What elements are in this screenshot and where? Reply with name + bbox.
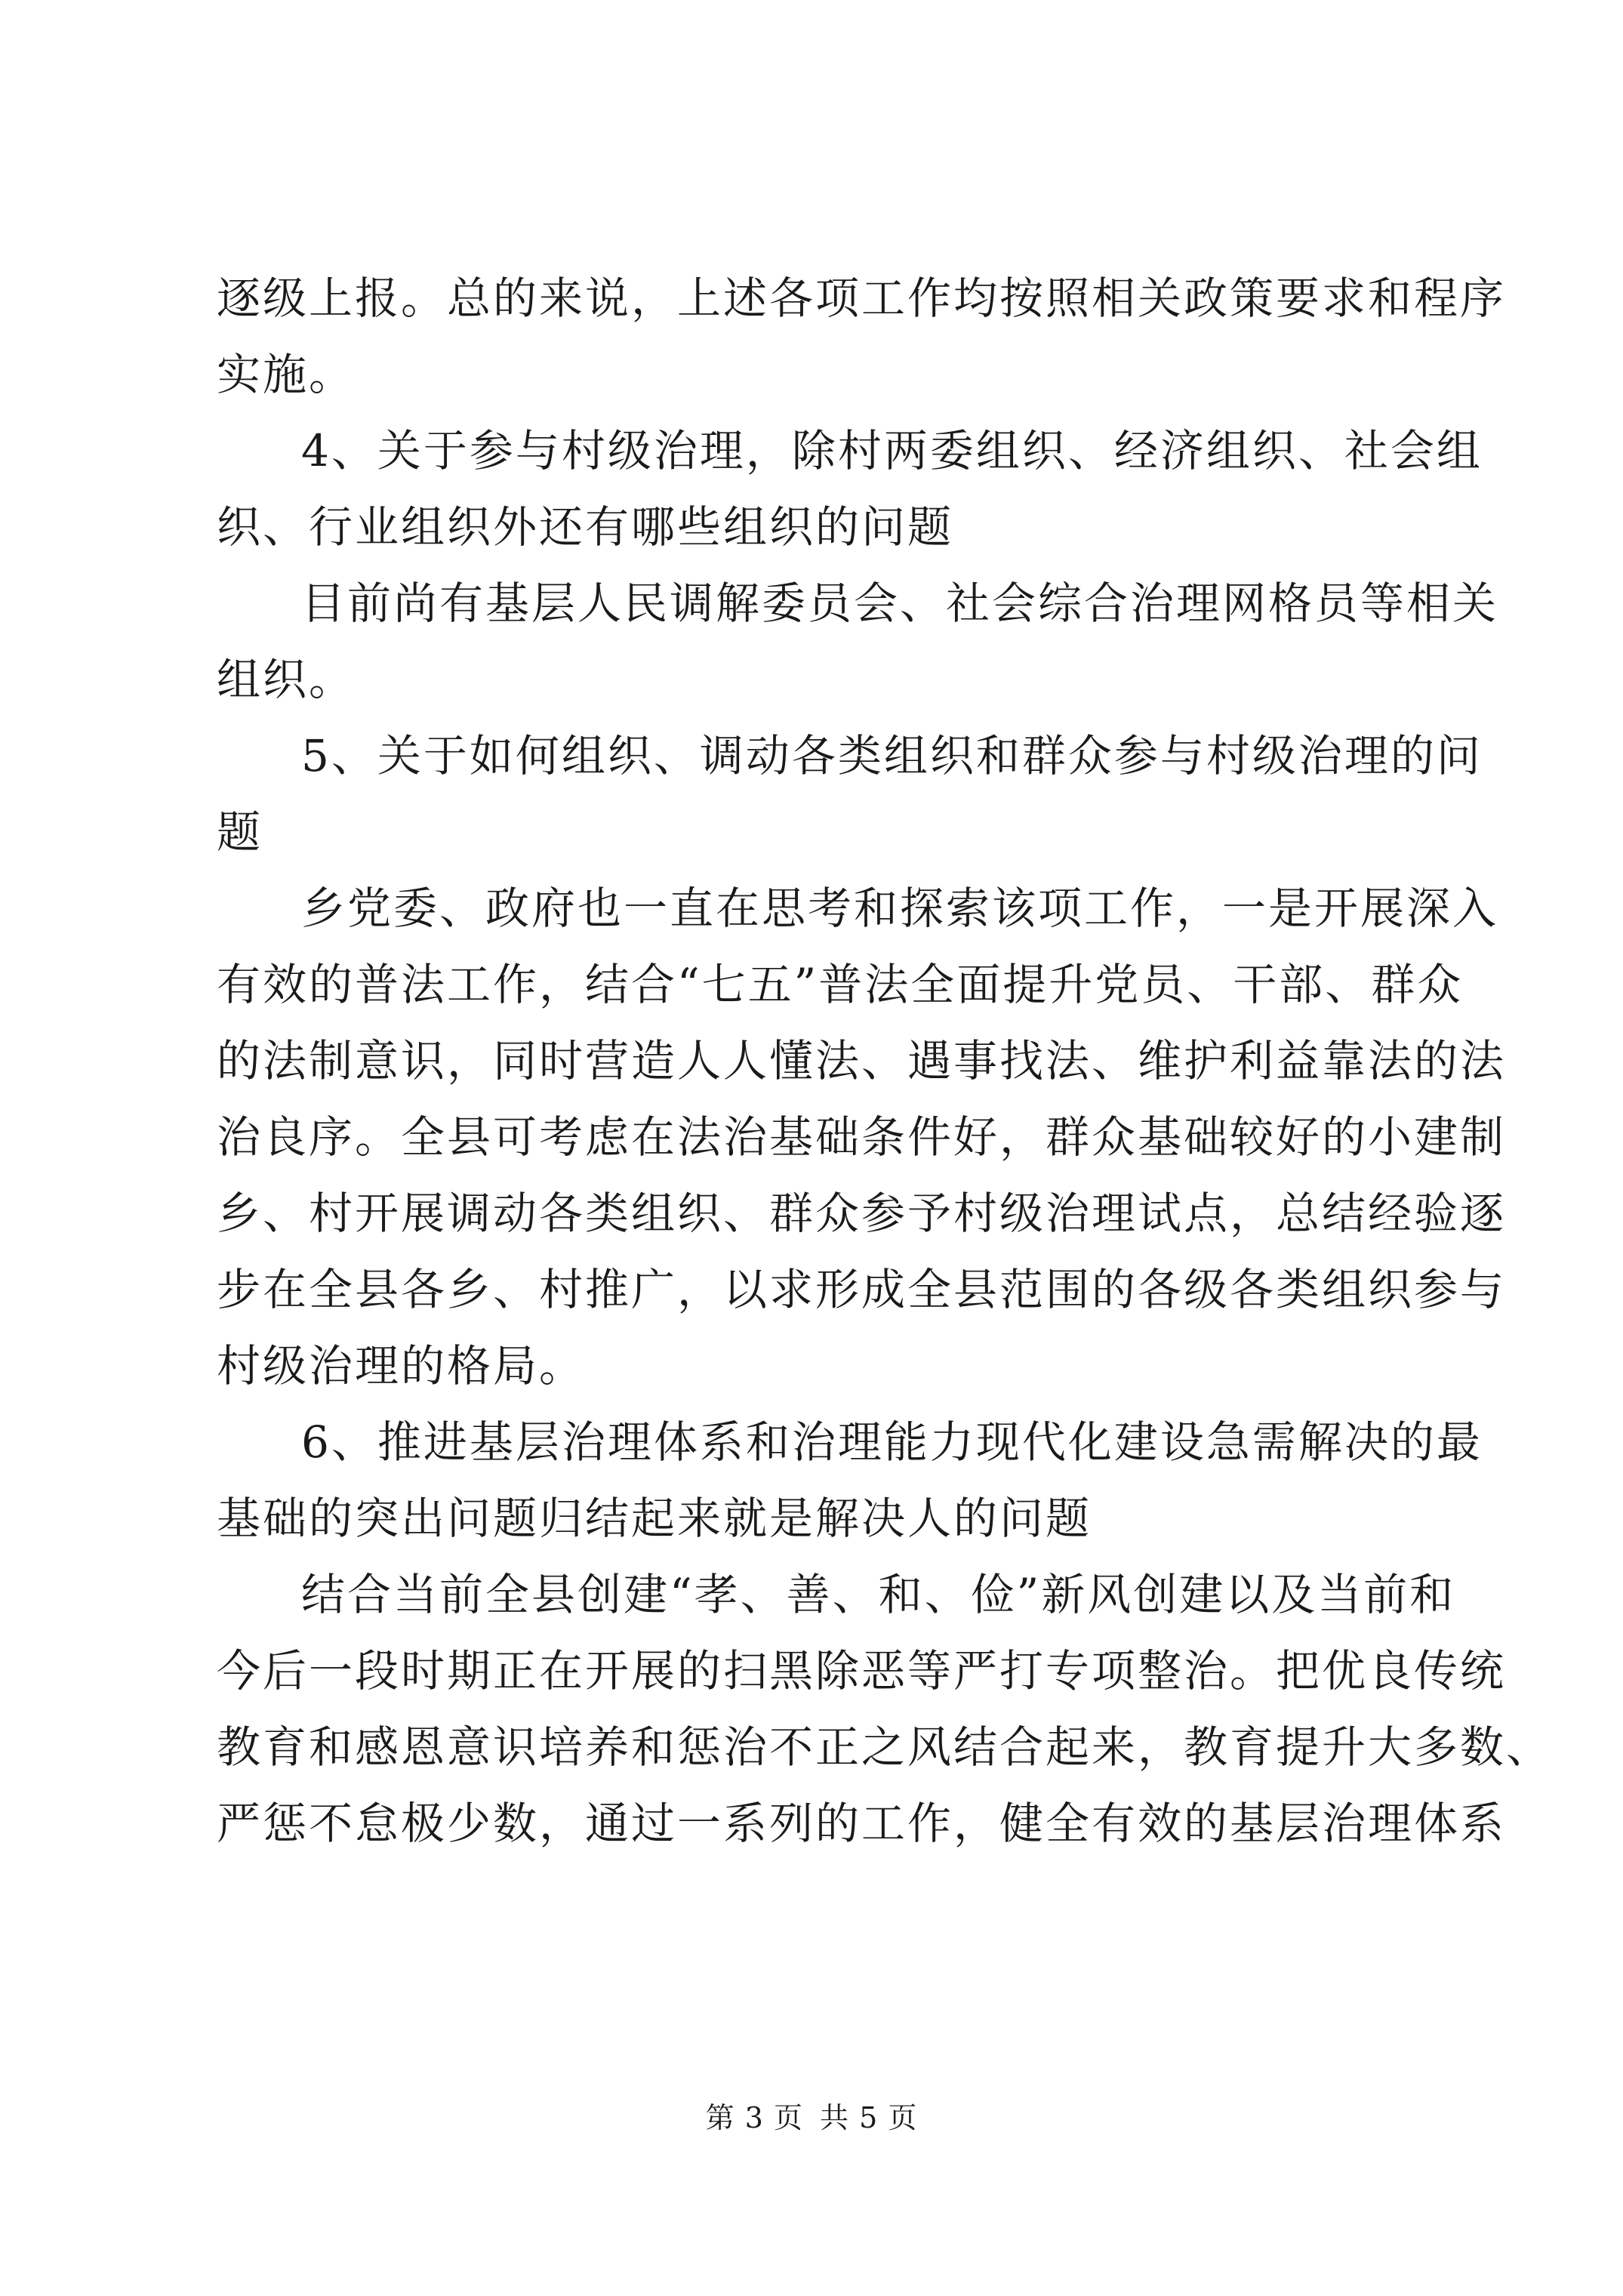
paragraph-start: 目前尚有基层人民调解委员会、社会综合治理网格员等相关 (301, 578, 1499, 629)
text-line: 逐级上报。总的来说，上述各项工作均按照相关政策要求和程序 (217, 273, 1507, 324)
text-line: 的法制意识，同时营造人人懂法、遇事找法、维护利益靠法的法 (217, 1035, 1507, 1086)
document-body (217, 260, 1553, 1862)
text-line: 教育和感恩意识培养和惩治不正之风结合起来，教育提升大多数、 (217, 1721, 1553, 1773)
section-heading-6: 6、推进基层治理体系和治理能力现代化建设急需解决的最 (301, 1416, 1483, 1468)
text-line: 有效的普法工作，结合“七五”普法全面提升党员、干部、群众 (217, 959, 1464, 1010)
text-line: 乡、村开展调动各类组织、群众参予村级治理试点，总结经验逐 (217, 1188, 1507, 1239)
text-line: 严惩不怠极少数，通过一系列的工作，健全有效的基层治理体系 (217, 1798, 1507, 1849)
paragraph-start: 结合当前全县创建“孝、善、和、俭”新风创建以及当前和 (301, 1569, 1456, 1620)
paragraph-start: 乡党委、政府也一直在思考和探索该项工作，一是开展深入 (301, 883, 1499, 934)
page-total: 共 5 页 (820, 2101, 918, 2134)
text-line: 治良序。全县可考虑在法治基础条件好，群众基础较好的小建制 (217, 1111, 1507, 1163)
page-number: 第 3 页 (705, 2101, 803, 2134)
section-heading-4: 4、关于参与村级治理，除村两委组织、经济组织、社会组 (301, 425, 1483, 476)
page-footer (0, 2099, 1623, 2137)
text-line: 今后一段时期正在开展的扫黑除恶等严打专项整治。把优良传统 (217, 1645, 1507, 1697)
text-line: 题 (217, 806, 263, 858)
text-line: 实施。 (217, 349, 356, 400)
text-line: 织、行业组织外还有哪些组织的问题 (217, 501, 954, 553)
text-line: 步在全县各乡、村推广，以求形成全县范围的各级各类组织参与 (217, 1264, 1507, 1315)
section-heading-5: 5、关于如何组织、调动各类组织和群众参与村级治理的问 (301, 730, 1483, 781)
text-line: 村级治理的格局。 (217, 1340, 586, 1391)
text-line: 组织。 (217, 654, 356, 705)
text-line: 基础的突出问题归结起来就是解决人的问题 (217, 1493, 1092, 1544)
